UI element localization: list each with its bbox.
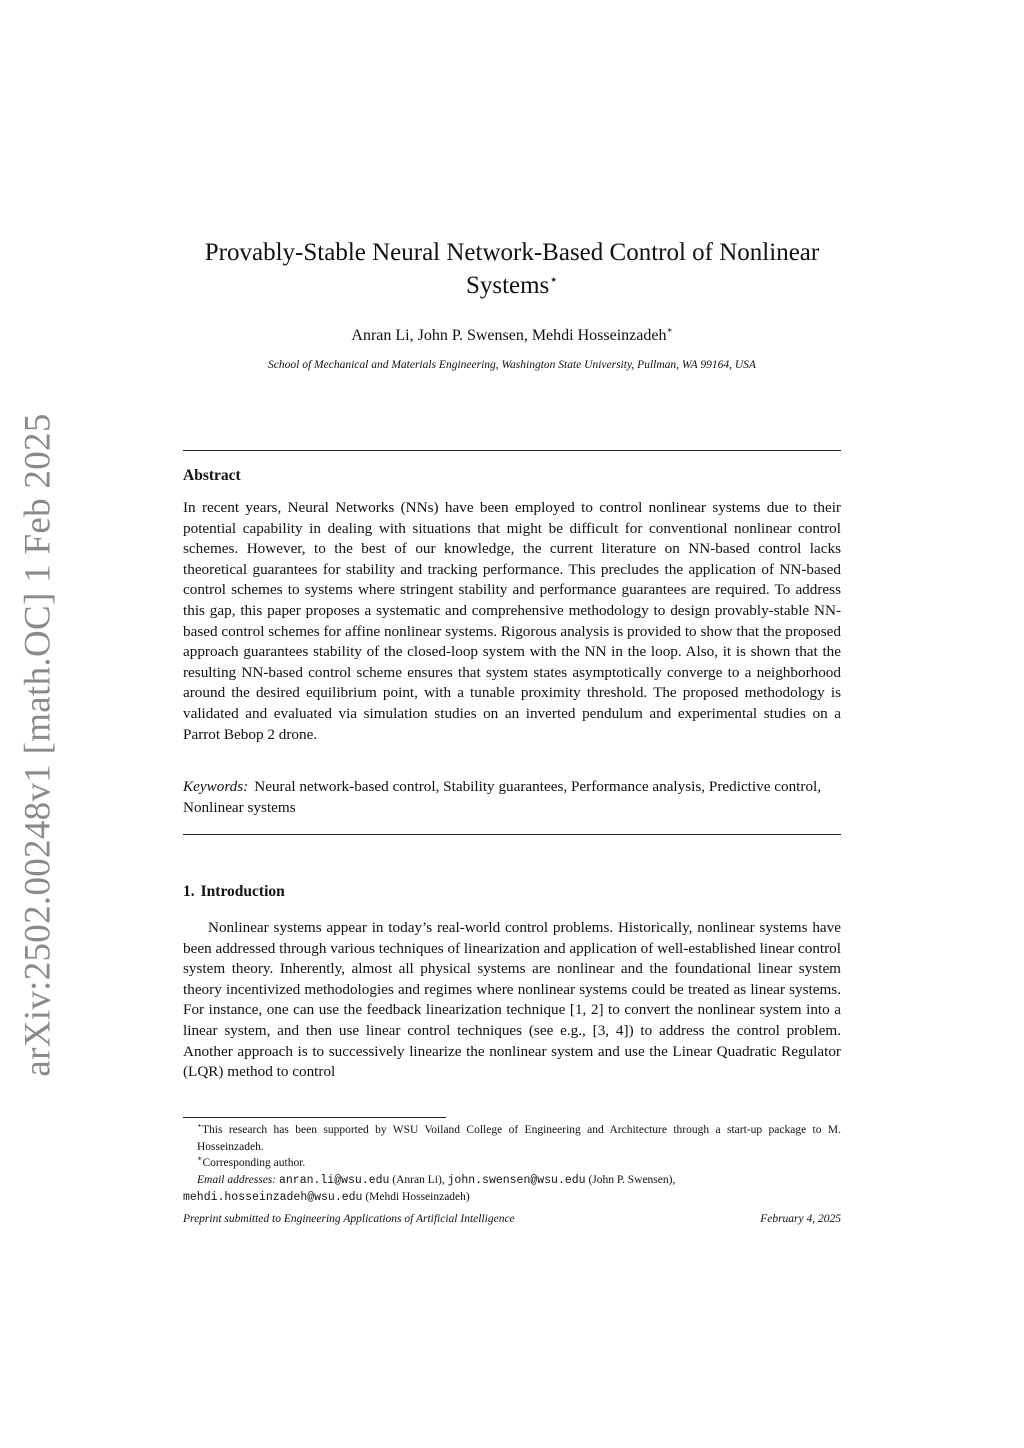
abstract-bottom-rule <box>183 834 841 835</box>
author-affiliation: School of Mechanical and Materials Engineering, Washington State University, Pullman, WA 99164, USA <box>268 359 756 371</box>
title-line-1: Provably-Stable Neural Network-Based Control of Nonlinear <box>204 239 820 266</box>
section-title: Introduction <box>200 883 285 900</box>
corresponding-footnote-mark: ∗ <box>197 1154 203 1163</box>
abstract-top-rule <box>183 450 841 451</box>
email-owner-mehdi-hosseinzadeh: (Mehdi Hosseinzadeh) <box>365 1191 470 1203</box>
author-names: Anran Li, John P. Swensen, Mehdi Hosseinzadeh <box>351 327 667 344</box>
funding-footnote-text: This research has been supported by WSU Voiland College of Engineering and Architecture through a start-up package to M. Hosseinzadeh. <box>197 1124 841 1153</box>
preprint-footer <box>183 1213 841 1225</box>
footnotes <box>183 1122 841 1207</box>
email-link-john-swensen[interactable]: john.swensen@wsu.edu <box>447 1173 586 1187</box>
abstract-heading: Abstract <box>183 467 241 484</box>
email-owner-anran-li: (Anran Li), <box>392 1173 445 1186</box>
title-footnote-mark[interactable]: ⋆ <box>549 273 559 288</box>
abstract-text: In recent years, Neural Networks (NNs) have been employed to control nonlinear systems due to their potential capability in dealing with situations that might be difficult for conventional nonlinear control schemes. However, to the best of our knowledge, the current literature on NN-based control lacks theoretical guarantees for stability and tracking performance. This precludes the application of NN-based control schemes to systems where stringent stability and performance guarantees are required. To address this gap, this paper proposes a systematic and comprehensive methodology to design provably-stable NN-based control schemes for affine nonlinear systems. Rigorous analysis is provided to show that the proposed approach guarantees stability of the closed-loop system with the NN in the loop. Also, it is shown that the resulting NN-based control scheme ensures that system states asymptotically converge to a neighborhood around the desired equilibrium point, with a tunable proximity threshold. The proposed methodology is validated and evaluated via simulation studies on an inverted pendulum and experimental studies on a Parrot Bebop 2 drone. <box>183 499 841 743</box>
email-link-mehdi-hosseinzadeh[interactable]: mehdi.hosseinzadeh@wsu.edu <box>183 1191 363 1204</box>
introduction-paragraph: Nonlinear systems appear in today’s real-world control problems. Historically, nonlinear systems have been addressed through various techniques of linearization and application of well-established linear control system theory. Inherently, almost all physical systems are nonlinear and the foundational linear system theory incentivized methodologies and regimes where nonlinear systems could be treated as linear systems. For instance, one can use the feedback linearization technique [1, 2] to convert the nonlinear system into a linear system, and then use linear control techniques (see e.g., [3, 4]) to address the control problem. Another approach is to successively linearize the nonlinear system and use the Linear Quadratic Regulator (LQR) method to control <box>183 919 841 1081</box>
author-list <box>183 326 841 346</box>
title-line-2: Systems <box>465 272 550 299</box>
footnote-corresponding <box>183 1155 841 1172</box>
email-owner-john-swensen: (John P. Swensen), <box>588 1173 676 1186</box>
email-addresses-label: Email addresses: <box>197 1173 277 1186</box>
footnote-funding <box>183 1122 841 1155</box>
corresponding-footnote-text: Corresponding author. <box>202 1157 306 1169</box>
preprint-journal: Preprint submitted to Engineering Applications of Artificial Intelligence <box>183 1213 515 1225</box>
footnote-emails <box>183 1172 841 1207</box>
footnote-separator <box>183 1117 446 1118</box>
paper-title <box>183 236 841 302</box>
funding-footnote-mark: ⋆ <box>197 1121 203 1130</box>
keywords-block <box>183 777 841 818</box>
preprint-date: February 4, 2025 <box>760 1213 841 1225</box>
keywords-text: Neural network-based control, Stability guarantees, Performance analysis, Predictive control, Nonlinear systems <box>183 778 822 816</box>
email-link-anran-li[interactable]: anran.li@wsu.edu <box>278 1173 390 1187</box>
section-number: 1. <box>183 883 195 900</box>
corresponding-author-mark[interactable]: ∗ <box>666 325 673 335</box>
keywords-label: Keywords: <box>183 778 249 795</box>
arxiv-identifier-stamp[interactable]: arXiv:2502.00248v1 [math.OC] 1 Feb 2025 <box>17 413 59 1077</box>
section-heading-introduction <box>183 883 285 901</box>
